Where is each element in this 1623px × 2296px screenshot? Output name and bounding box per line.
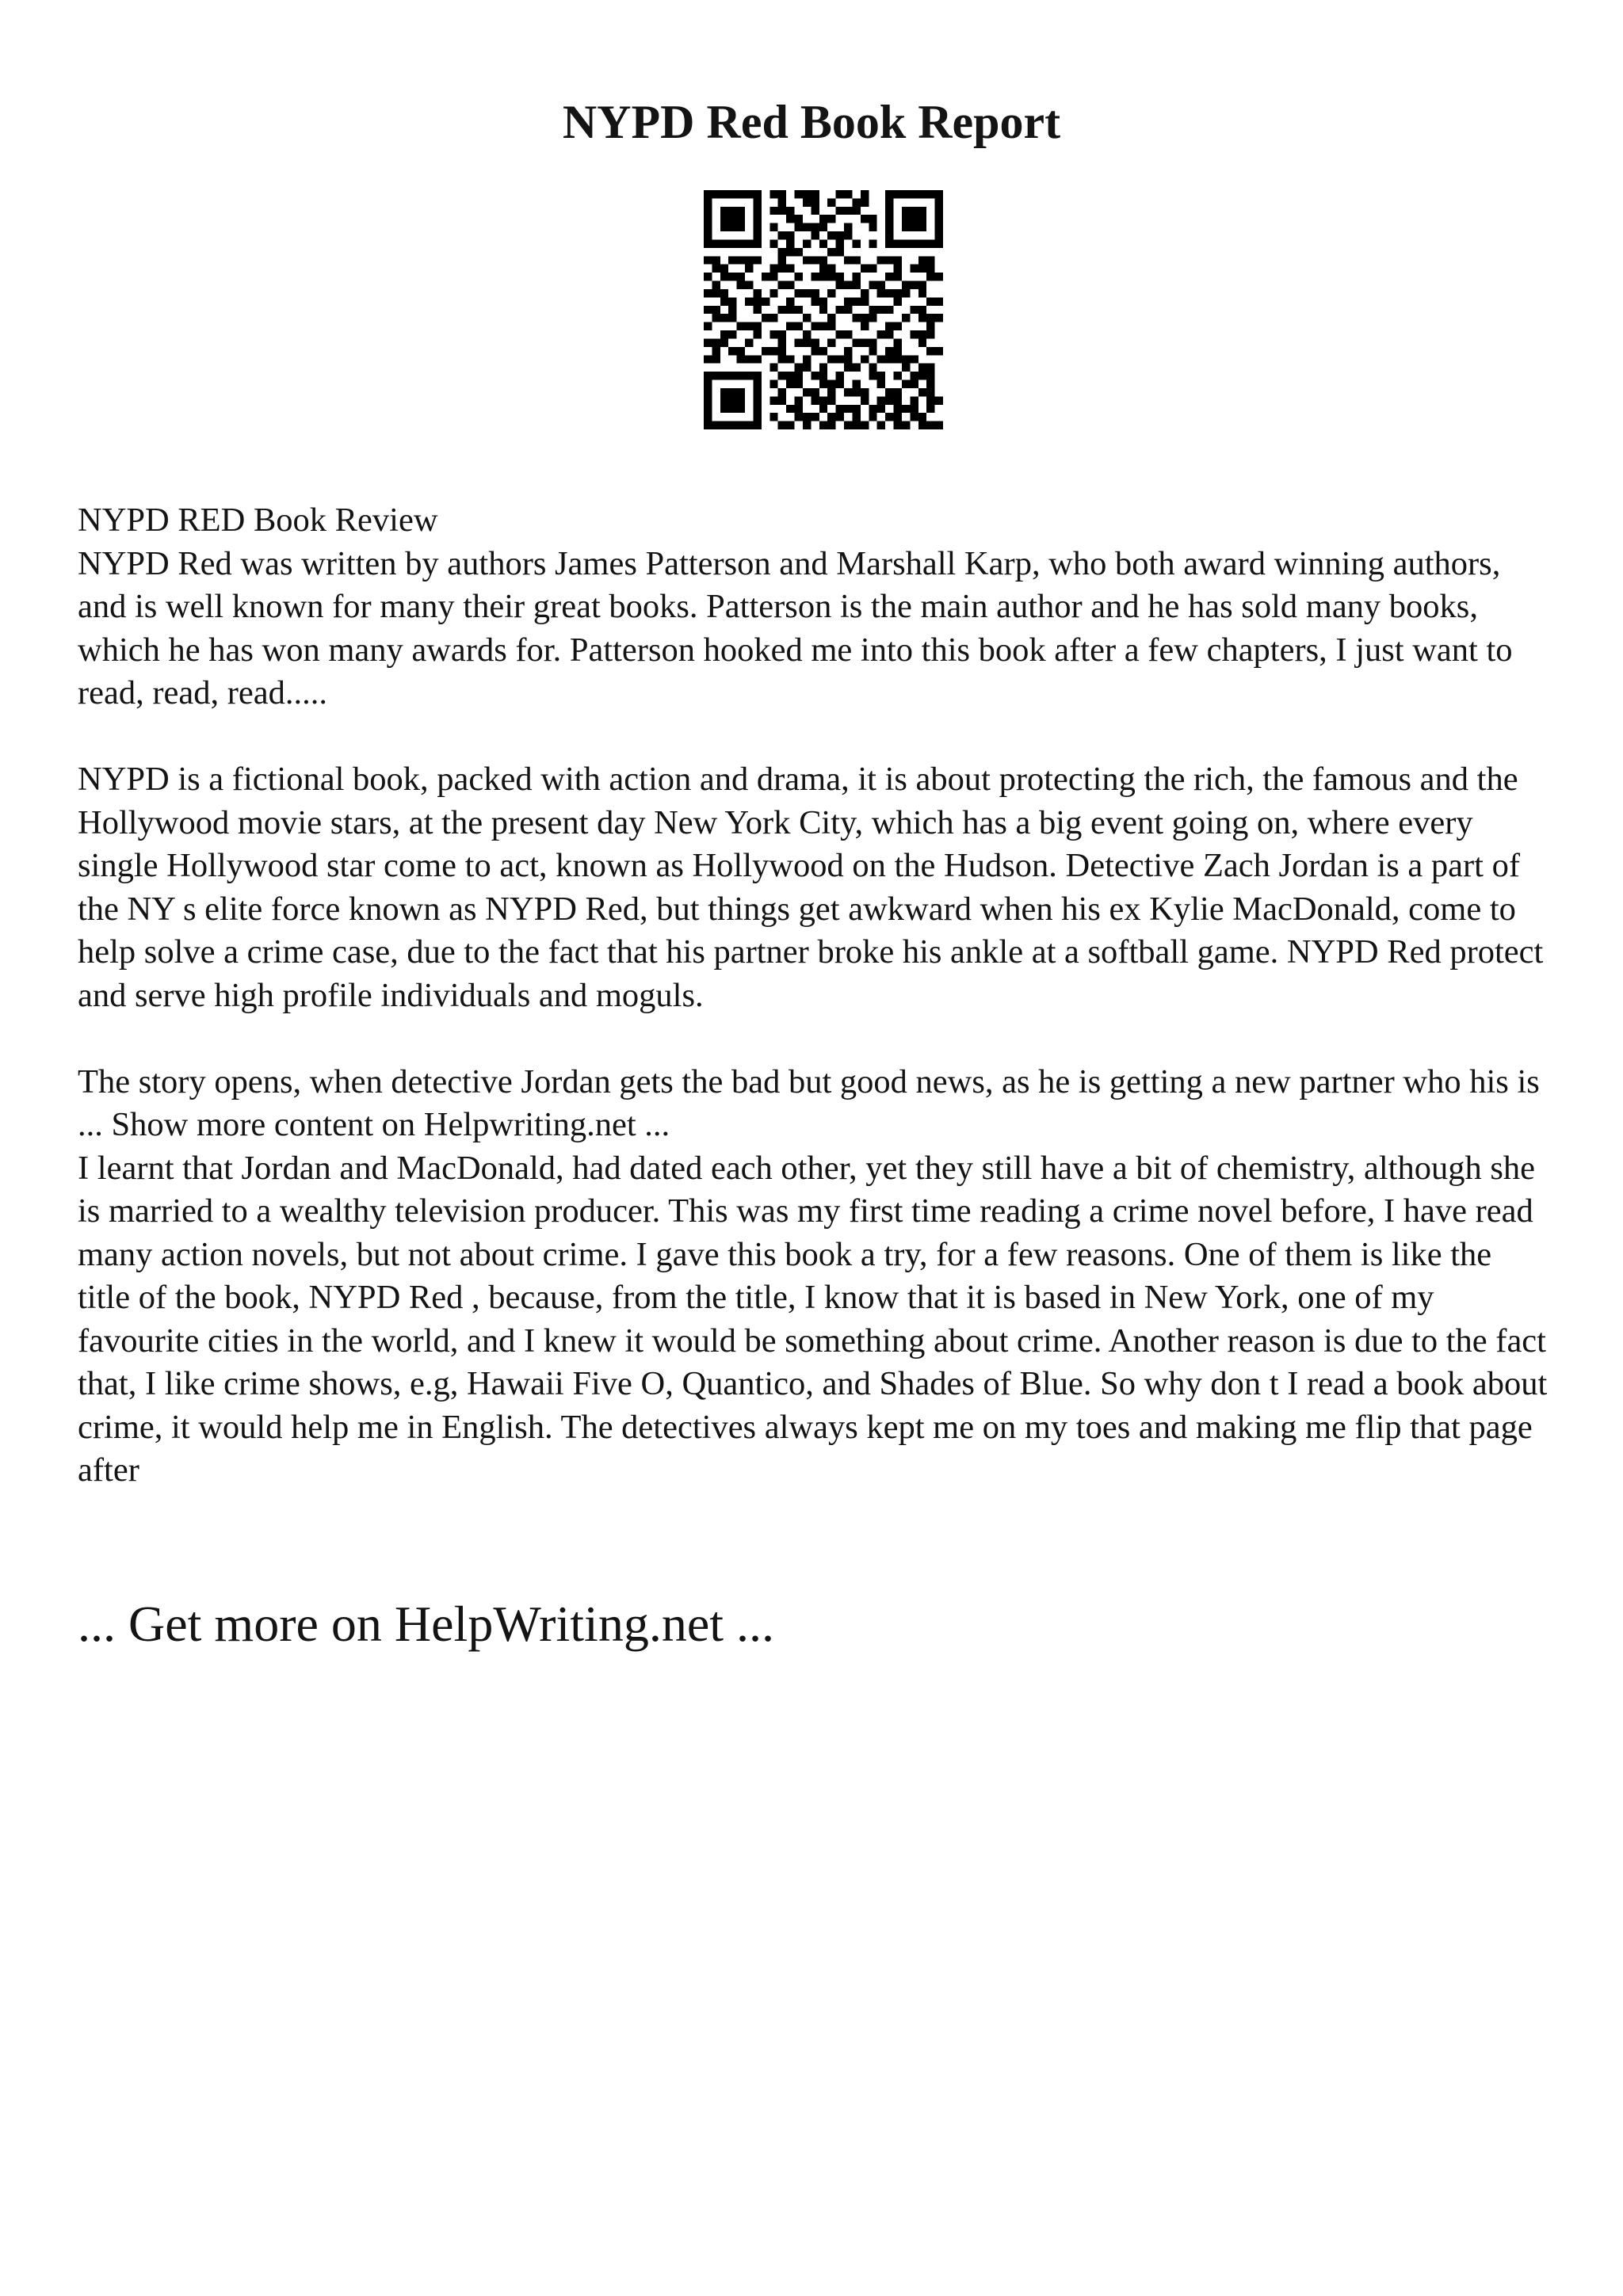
review-body bbox=[78, 499, 1552, 1493]
paragraph-4: I learnt that Jordan and MacDonald, had dated each other, yet they still have a bit of chemistry, although she is married to a wealthy television producer. This was my first time reading a crime novel before, I have read many action novels, but not about crime. I gave this book a try, for a few reasons. One of them is like the title of the book, NYPD Red , because, from the title, I know that it is based in New York, one of my favourite cities in the world, and I knew it would be something about crime. Another reason is due to the fact that, I like crime shows, e.g, Hawaii Five O, Quantico, and Shades of Blue. So why don t I read a book about crime, it would help me in English. The detectives always kept me on my toes and making me flip that page after bbox=[78, 1149, 1548, 1489]
get-more-link[interactable]: ... Get more on HelpWriting.net ... bbox=[78, 1596, 774, 1652]
qr-code-graphic bbox=[704, 190, 943, 429]
review-heading: NYPD RED Book Review bbox=[78, 502, 438, 539]
paragraph-2: NYPD is a fictional book, packed with action and drama, it is about protecting the rich, the famous and the Hollywood movie stars, at the present day New York City, which has a big event going on, where every single Hollywood star come to act, known as Hollywood on the Hudson. Detective Zach Jordan is a part of the NY s elite force known as NYPD Red, but things get awkward when his ex Kylie MacDonald, come to help solve a crime case, due to the fact that his partner broke his ankle at a softball game. NYPD Red protect and serve high profile individuals and moguls. bbox=[78, 761, 1544, 1014]
paragraph-3: The story opens, when detective Jordan gets the bad but good news, as he is getting a new partner who his is ... Show more content on Helpwriting.net ... bbox=[78, 1062, 1540, 1143]
paragraph-1: NYPD Red was written by authors James Patterson and Marshall Karp, who both award winning authors, and is well known for many their great books. Patterson is the main author and he has sold many books, which he has won many awards for. Patterson hooked me into this book after a few chapters, I just want to read, read, read..... bbox=[78, 544, 1513, 711]
qr-code bbox=[704, 190, 943, 429]
document-title: NYPD Red Book Report bbox=[562, 96, 1061, 148]
